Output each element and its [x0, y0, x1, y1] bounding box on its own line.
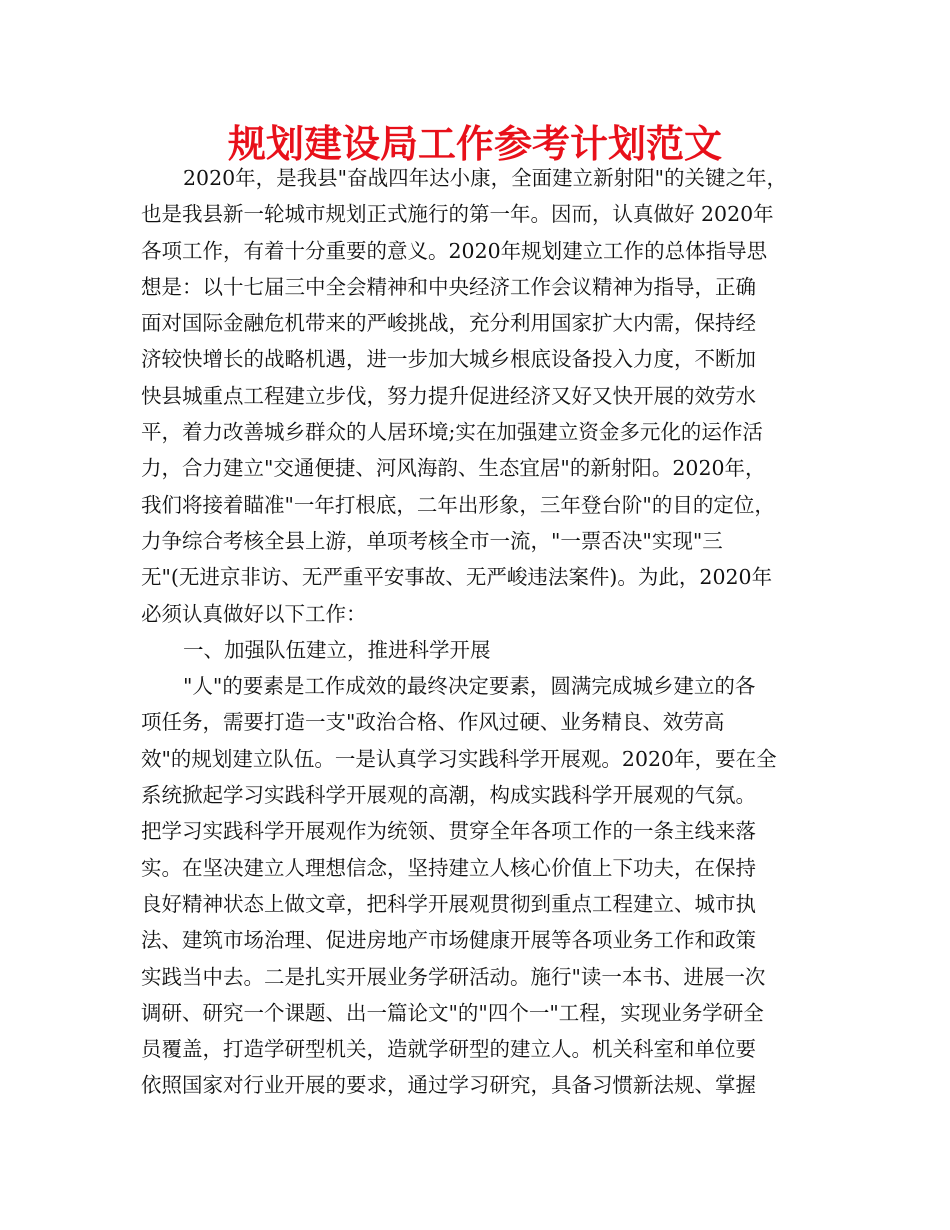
- paragraph-line: 力争综合考核全县上游，单项考核全市一流，"一票否决"实现"三: [141, 528, 723, 553]
- paragraph-line: 良好精神状态上做文章，把科学开展观贯彻到重点工程建立、城市执: [141, 891, 756, 916]
- paragraph-line: 项任务，需要打造一支"政治合格、作风过硬、业务精良、效劳高: [141, 710, 725, 735]
- paragraph-line: 也是我县新一轮城市规划正式施行的第一年。因而，认真做好 2020年: [141, 202, 774, 227]
- paragraph-line: 法、建筑市场治理、促进房地产市场健康开展等各项业务工作和政策: [141, 928, 756, 953]
- paragraph-line: 想是：以十七届三中全会精神和中央经济工作会议精神为指导，正确: [141, 274, 756, 299]
- document-body: [141, 160, 821, 1104]
- paragraph-line: "人"的要素是工作成效的最终决定要素，圆满完成城乡建立的各: [183, 674, 756, 699]
- paragraph-line: 必须认真做好以下工作：: [141, 601, 367, 626]
- paragraph-line: 我们将接着瞄准"一年打根底，二年出形象，三年登台阶"的目的定位，: [141, 492, 775, 517]
- paragraph-line: 快县城重点工程建立步伐，努力提升促进经济又好又快开展的效劳水: [141, 383, 756, 408]
- paragraph-line: 实。在坚决建立人理想信念，坚持建立人核心价值上下功夫，在保持: [141, 855, 756, 880]
- document-title: 规划建设局工作参考计划范文: [227, 122, 722, 166]
- paragraph-line: 依照国家对行业开展的要求，通过学习研究，具备习惯新法规、掌握: [141, 1073, 756, 1098]
- paragraph-line: 力，合力建立"交通便捷、河风海韵、生态宜居"的新射阳。2020年，: [141, 456, 766, 481]
- section-heading: 一、加强队伍建立，推进科学开展: [183, 637, 491, 662]
- paragraph-line: 调研、研究一个课题、出一篇论文"的"四个一"工程，实现业务学研全: [141, 1000, 764, 1025]
- paragraph-line: 济较快增长的战略机遇，进一步加大城乡根底设备投入力度，不断加: [141, 347, 756, 372]
- paragraph-line: 面对国际金融危机带来的严峻挑战，充分利用国家扩大内需，保持经: [141, 311, 756, 336]
- paragraph-line: 把学习实践科学开展观作为统领、贯穿全年各项工作的一条主线来落: [141, 819, 756, 844]
- paragraph-line: 2020年，是我县"奋战四年达小康，全面建立新射阳"的关键之年，: [183, 166, 788, 190]
- paragraph-line: 平，着力改善城乡群众的人居环境;实在加强建立资金多元化的运作活: [141, 420, 763, 445]
- paragraph-line: 实践当中去。二是扎实开展业务学研活动。施行"读一本书、进展一次: [141, 964, 766, 989]
- paragraph-line: 各项工作，有着十分重要的意义。2020年规划建立工作的总体指导思: [141, 238, 768, 263]
- paragraph-line: 系统掀起学习实践科学开展观的高潮，构成实践科学开展观的气氛。: [141, 783, 756, 808]
- paragraph-line: 效"的规划建立队伍。一是认真学习实践科学开展观。2020年，要在全: [141, 746, 777, 771]
- paragraph-line: 无"(无进京非访、无严重平安事故、无严峻违法案件)。为此，2020年: [141, 565, 773, 590]
- paragraph-line: 员覆盖，打造学研型机关，造就学研型的建立人。机关科室和单位要: [141, 1037, 756, 1062]
